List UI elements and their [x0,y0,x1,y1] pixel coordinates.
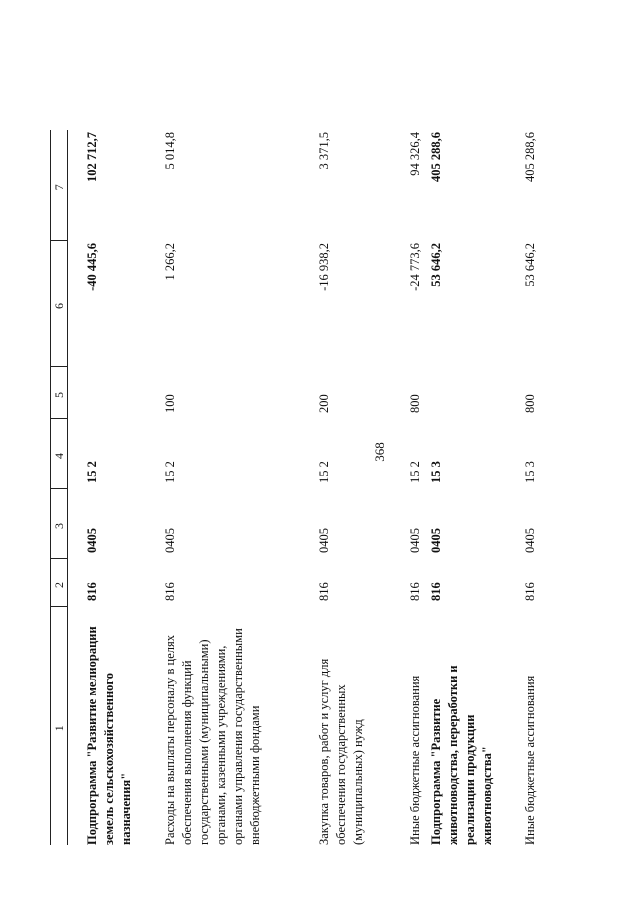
row-c6: -16 938,2 [317,243,332,291]
row-c7: 94 326,4 [408,132,423,176]
rotated-page-content [50,130,538,845]
row-c6: -40 445,6 [85,243,100,291]
header-cell: 5 [51,367,68,419]
page-number: 368 [372,442,387,462]
header-cell: 6 [51,241,68,367]
row-c7: 405 288,6 [523,132,538,182]
row-c5 [428,367,522,419]
row-c5: 200 [317,394,332,413]
table-row [407,130,428,845]
table-row [162,130,316,845]
row-c6: 53 646,2 [429,243,444,287]
row-c6: 53 646,2 [523,243,538,287]
row-c4: 15 2 [163,461,178,483]
header-cell: 7 [51,130,68,241]
row-c5 [84,367,162,419]
row-name: Иные бюджетные ассигнования [523,675,538,845]
row-c5: 800 [523,394,538,413]
row-c3: 0405 [163,528,178,553]
row-c3: 0405 [317,528,332,553]
row-c4: 15 3 [523,461,538,483]
row-c5: 100 [163,394,178,413]
row-c7: 405 288,6 [429,132,444,182]
table-row [316,130,407,845]
row-c2: 816 [85,582,100,601]
row-c3: 0405 [429,528,444,553]
table-row [84,130,162,845]
budget-table [50,130,542,845]
row-c2: 816 [163,582,178,601]
row-c6: -24 773,6 [408,243,423,291]
row-c3: 0405 [85,528,100,553]
row-name: Подпрограмма "Развитие животноводства, переработки и реализации продукции животноводства" [429,665,494,845]
row-c3: 0405 [408,528,423,553]
header-cell: 1 [51,607,68,845]
table-row [428,130,522,845]
row-name: Расходы на выплаты персоналу в целях обеспечения выполнения функций государственными (муниципальными) органами, казенными учреждениями, органами управления государственными внебюджетными фондами [163,628,262,845]
row-c4: 15 2 [317,461,332,483]
row-c4: 15 2 [85,461,100,483]
table-header-row [51,130,68,845]
row-c5: 800 [408,394,423,413]
header-cell: 3 [51,489,68,559]
row-c3: 0405 [523,528,538,553]
row-c2: 816 [408,582,423,601]
row-name: Подпрограмма "Развитие мелиорации земель сельскохозяйственного назначения" [85,626,133,845]
row-c6: 1 266,2 [163,243,178,281]
row-c7: 3 371,5 [317,132,332,170]
table-row [522,130,542,845]
row-c7: 5 014,8 [163,132,178,170]
row-name: Иные бюджетные ассигнования [408,675,423,845]
row-c2: 816 [317,582,332,601]
row-c4: 15 3 [429,461,444,483]
header-cell: 2 [51,559,68,607]
row-c7: 102 712,7 [85,132,100,182]
row-c2: 816 [429,582,444,601]
row-name: Закупка товаров, работ и услуг для обеспечения государственных (муниципальных) нужд [317,658,365,845]
row-c2: 816 [523,582,538,601]
row-c4: 15 2 [408,461,423,483]
header-cell: 4 [51,419,68,489]
